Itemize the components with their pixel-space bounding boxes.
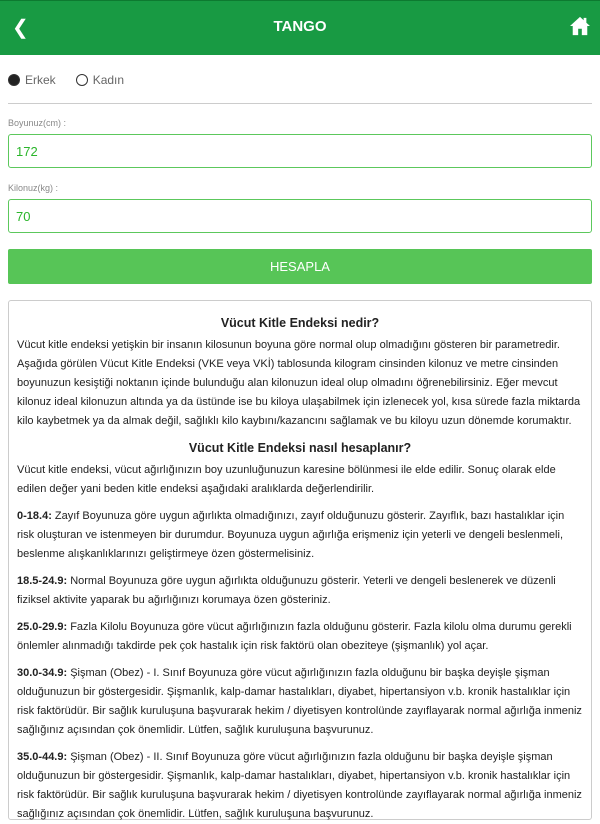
home-icon[interactable]	[569, 16, 591, 36]
range-value: 25.0-29.9:	[17, 621, 68, 633]
range-text: Şişman (Obez) - I. Sınıf Boyunuza göre vücut ağırlığınızın fazla olduğunu bir başka deyişle şişman olduğunuzun bir göstergesidir. Şişmanlık, kalp-damar hastalıkları, diyabet, hipertansiyon v.b. kronik hastalıklar için risk faktörüdür. Bir sağlık kuruluşuna başvurarak hekim / diyetisyen kontrolünde zayıflayarak normal ağırlığa inmeniz sağlığınız açısından çok önemlidir. Lütfen, sağlık kuruluşuna başvurunuz.	[17, 667, 582, 736]
bmi-range	[17, 618, 583, 656]
gender-radio-group	[8, 73, 124, 87]
weight-label: Kilonuz(kg) :	[8, 183, 59, 193]
range-text: Şişman (Obez) - II. Sınıf Boyunuza göre vücut ağırlığınızın fazla olduğunu bir başka deyişle şişman olduğunuzun bir göstergesidir. Şişmanlık, kalp-damar hastalıkları, diyabet, hipertansiyon v.b. kronik hastalıklar için risk faktörüdür. Bir sağlık kuruluşuna başvurarak hekim / diyetisyen kontrolünde zayıflayarak normal ağırlığa inmeniz sağlığınız açısından çok önemlidir. Lütfen, sağlık kuruluşuna başvurunuz.	[17, 751, 582, 820]
page-title: TANGO	[273, 18, 327, 35]
radio-checked-icon	[8, 74, 20, 86]
range-value: 30.0-34.9:	[17, 667, 68, 679]
radio-label: Kadın	[92, 73, 125, 87]
height-label: Boyunuz(cm) :	[8, 118, 67, 128]
info-heading: Vücut Kitle Endeksi nedir?	[220, 316, 380, 330]
range-text: Normal Boyunuza göre uygun ağırlıkta olduğunuzu gösterir. Yeterli ve dengeli beslenerek ve düzenli fiziksel aktivite yaparak bu ağırlığınızı korumaya özen gösteriniz.	[17, 575, 556, 606]
info-panel	[8, 300, 592, 820]
range-text: Zayıf Boyunuza göre uygun ağırlıkta olmadığınızı, zayıf olduğunuzu gösterir. Zayıflık, bazı hastalıklar için risk oluşturan ve istenmeyen bir durumdur. Boyunuza uygun ağırlığa erişmeniz için yeterli ve dengeli beslenmeli, beslenme alışkanlıklarınızı geliştirmeye özen göstermelisiniz.	[17, 510, 565, 560]
bmi-range	[17, 572, 583, 610]
range-text: Fazla Kilolu Boyunuza göre vücut ağırlığınızın fazla olduğunu gösterir. Fazla kilolu olma durumu gerekli önlemler alınmadığı takdirde pek çok hastalık için risk faktörü olan obeziteye (şişmanlık) yol açar.	[17, 621, 572, 652]
info-paragraph: Vücut kitle endeksi, vücut ağırlığınızın boy uzunluğunuzun karesine bölünmesi ile elde edilir. Sonuç olarak elde edilen değer yani beden kitle endeksi aşağıdaki aralıklarda değerlendirilir.	[17, 464, 556, 495]
height-input[interactable]: 172	[8, 134, 592, 168]
weight-input[interactable]: 70	[8, 199, 592, 233]
radio-erkek[interactable]	[8, 73, 56, 87]
calculate-button[interactable]: HESAPLA	[8, 249, 592, 284]
app-header	[0, 0, 600, 55]
bmi-range	[17, 507, 583, 564]
range-value: 18.5-24.9:	[17, 575, 68, 587]
chevron-left-icon: ❮	[12, 17, 29, 39]
bmi-range	[17, 748, 583, 824]
radio-kadin[interactable]	[76, 73, 124, 87]
bmi-range	[17, 664, 583, 740]
info-paragraph: Vücut kitle endeksi yetişkin bir insanın kilosunun boyuna göre normal olup olmadığını gösteren bir parametredir. Aşağıda görülen Vücut Kitle Endeksi (VKE veya VKİ) tablosunda kilogram cinsinden kilonuz ve metre cinsinden boyunuzun kesiştiği noktanın içinde bulunduğu alan kilonuzun ideal olup olmadını öğrenebilirsiniz. Eğer mevcut kilonuz ideal kilonuzun altında ya da üstünde ise bu kiloya ulaşabilmek için izlenecek yol, kısa sürede fazla miktarda kilo kaybetmek ya da almak değil, sağlıklı kilo kaybını/kazancını sağlamak ve bu kiloyu uzun dönemde korumaktır.	[17, 339, 581, 427]
radio-unchecked-icon	[76, 74, 88, 86]
range-value: 0-18.4:	[17, 510, 52, 522]
range-value: 35.0-44.9:	[17, 751, 68, 763]
divider	[8, 103, 592, 104]
info-heading: Vücut Kitle Endeksi nasıl hesaplanır?	[188, 441, 412, 455]
radio-label: Erkek	[25, 73, 56, 87]
